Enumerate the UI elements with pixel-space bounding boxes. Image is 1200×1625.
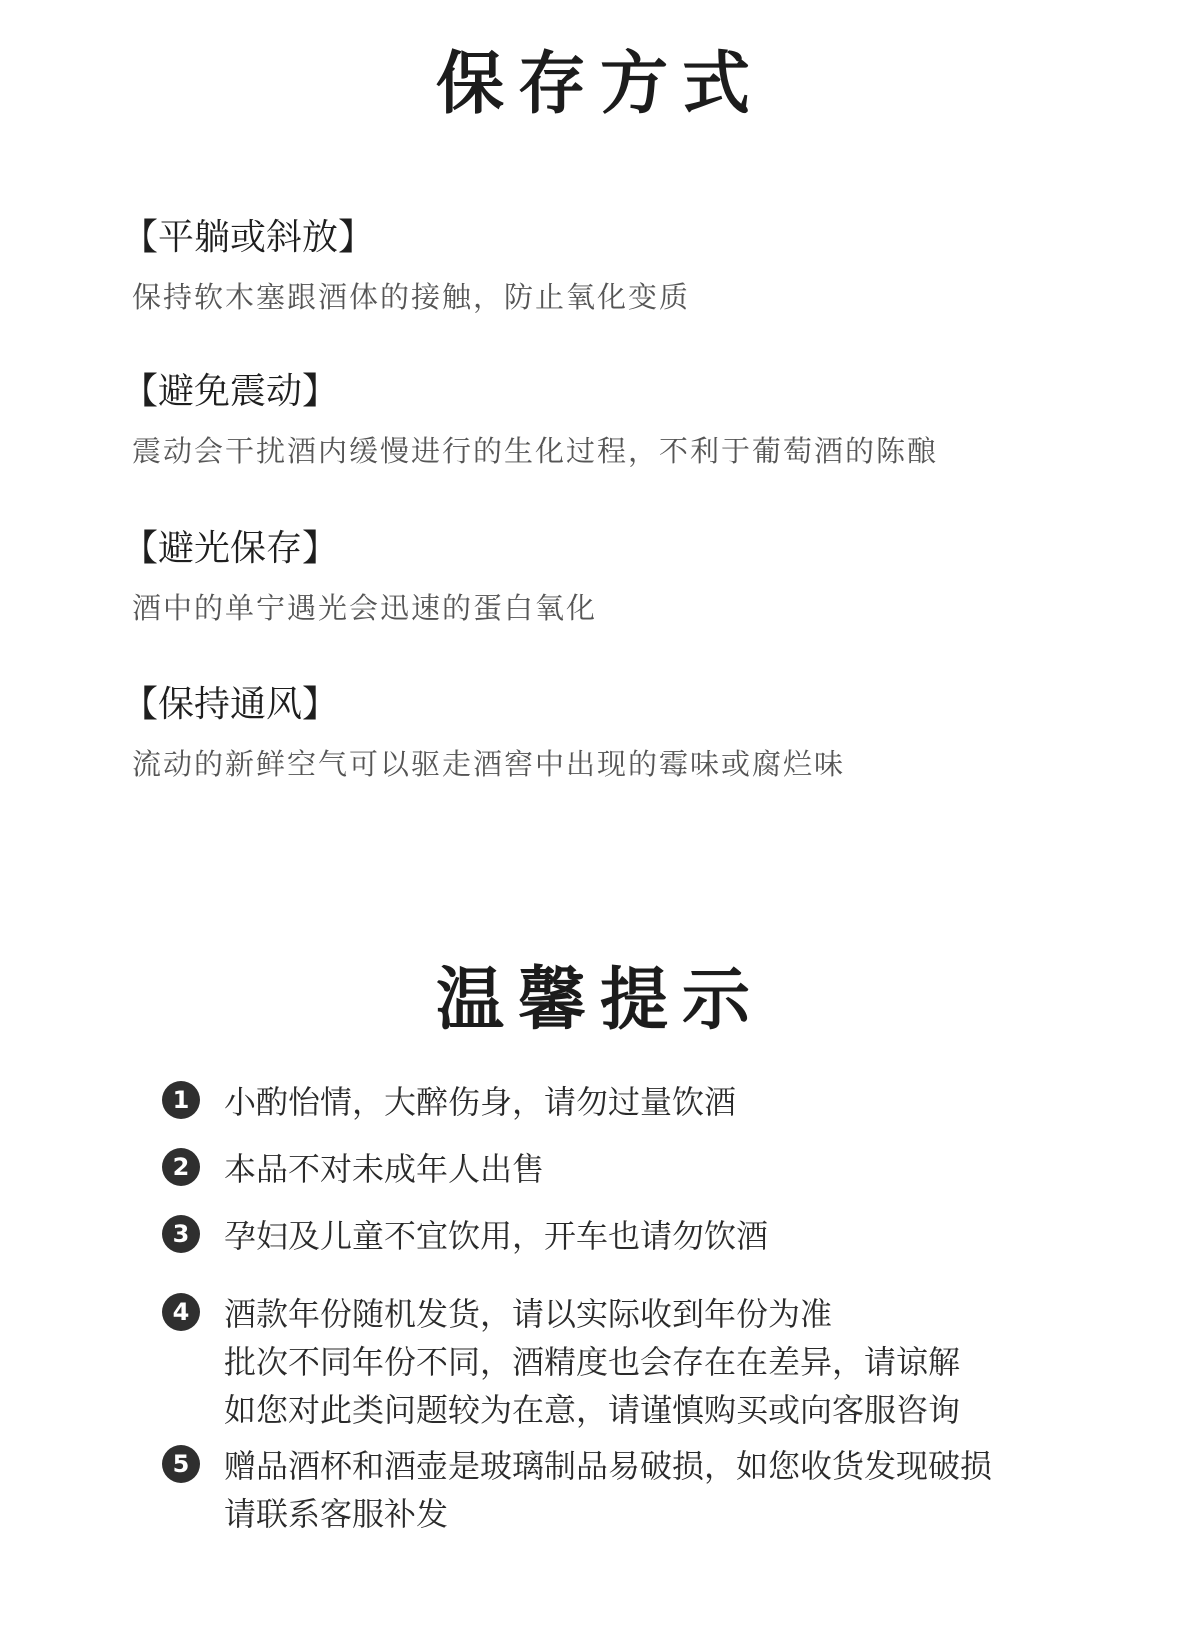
tip-line: 本品不对未成年人出售 bbox=[224, 1150, 545, 1188]
tip-number-badge: 2 bbox=[162, 1148, 200, 1186]
tips-section-title: 温馨提示 bbox=[435, 960, 764, 1040]
tip-number-badge: 4 bbox=[162, 1293, 200, 1331]
tip-number-badge: 1 bbox=[162, 1081, 200, 1119]
storage-item-avoid-light bbox=[122, 527, 1122, 625]
storage-item-ventilation bbox=[122, 683, 1122, 781]
tip-text bbox=[224, 1290, 960, 1434]
tip-number-badge: 5 bbox=[162, 1445, 200, 1483]
storage-description: 流动的新鲜空气可以驱走酒窖中出现的霉味或腐烂味 bbox=[132, 747, 846, 781]
storage-description: 酒中的单宁遇光会迅速的蛋白氧化 bbox=[132, 591, 598, 625]
tip-number-badge: 3 bbox=[162, 1215, 200, 1253]
tip-line: 酒款年份随机发货，请以实际收到年份为准 bbox=[224, 1295, 833, 1333]
tip-line: 请联系客服补发 bbox=[224, 1495, 449, 1533]
tip-line: 批次不同年份不同，酒精度也会存在在差异，请谅解 bbox=[224, 1343, 961, 1381]
tip-text bbox=[224, 1212, 768, 1260]
storage-item-avoid-vibration bbox=[122, 370, 1122, 468]
tip-text bbox=[224, 1442, 992, 1538]
storage-item-lay-flat bbox=[122, 216, 1122, 314]
tip-line: 如您对此类问题较为在意，请谨慎购买或向客服咨询 bbox=[224, 1391, 961, 1429]
storage-heading: 【平躺或斜放】 bbox=[122, 217, 375, 258]
storage-heading: 【避光保存】 bbox=[122, 528, 339, 569]
tip-text bbox=[224, 1078, 736, 1126]
storage-heading: 【避免震动】 bbox=[122, 371, 339, 412]
storage-section-title: 保存方式 bbox=[435, 44, 764, 124]
storage-description: 保持软木塞跟酒体的接触，防止氧化变质 bbox=[132, 280, 691, 314]
storage-description: 震动会干扰酒内缓慢进行的生化过程，不利于葡萄酒的陈酿 bbox=[132, 434, 939, 468]
storage-heading: 【保持通风】 bbox=[122, 684, 339, 725]
tip-text bbox=[224, 1145, 544, 1193]
tip-line: 小酌怡情，大醉伤身，请勿过量饮酒 bbox=[224, 1083, 737, 1121]
tip-line: 赠品酒杯和酒壶是玻璃制品易破损，如您收货发现破损 bbox=[224, 1447, 993, 1485]
tip-line: 孕妇及儿童不宜饮用，开车也请勿饮酒 bbox=[224, 1217, 769, 1255]
